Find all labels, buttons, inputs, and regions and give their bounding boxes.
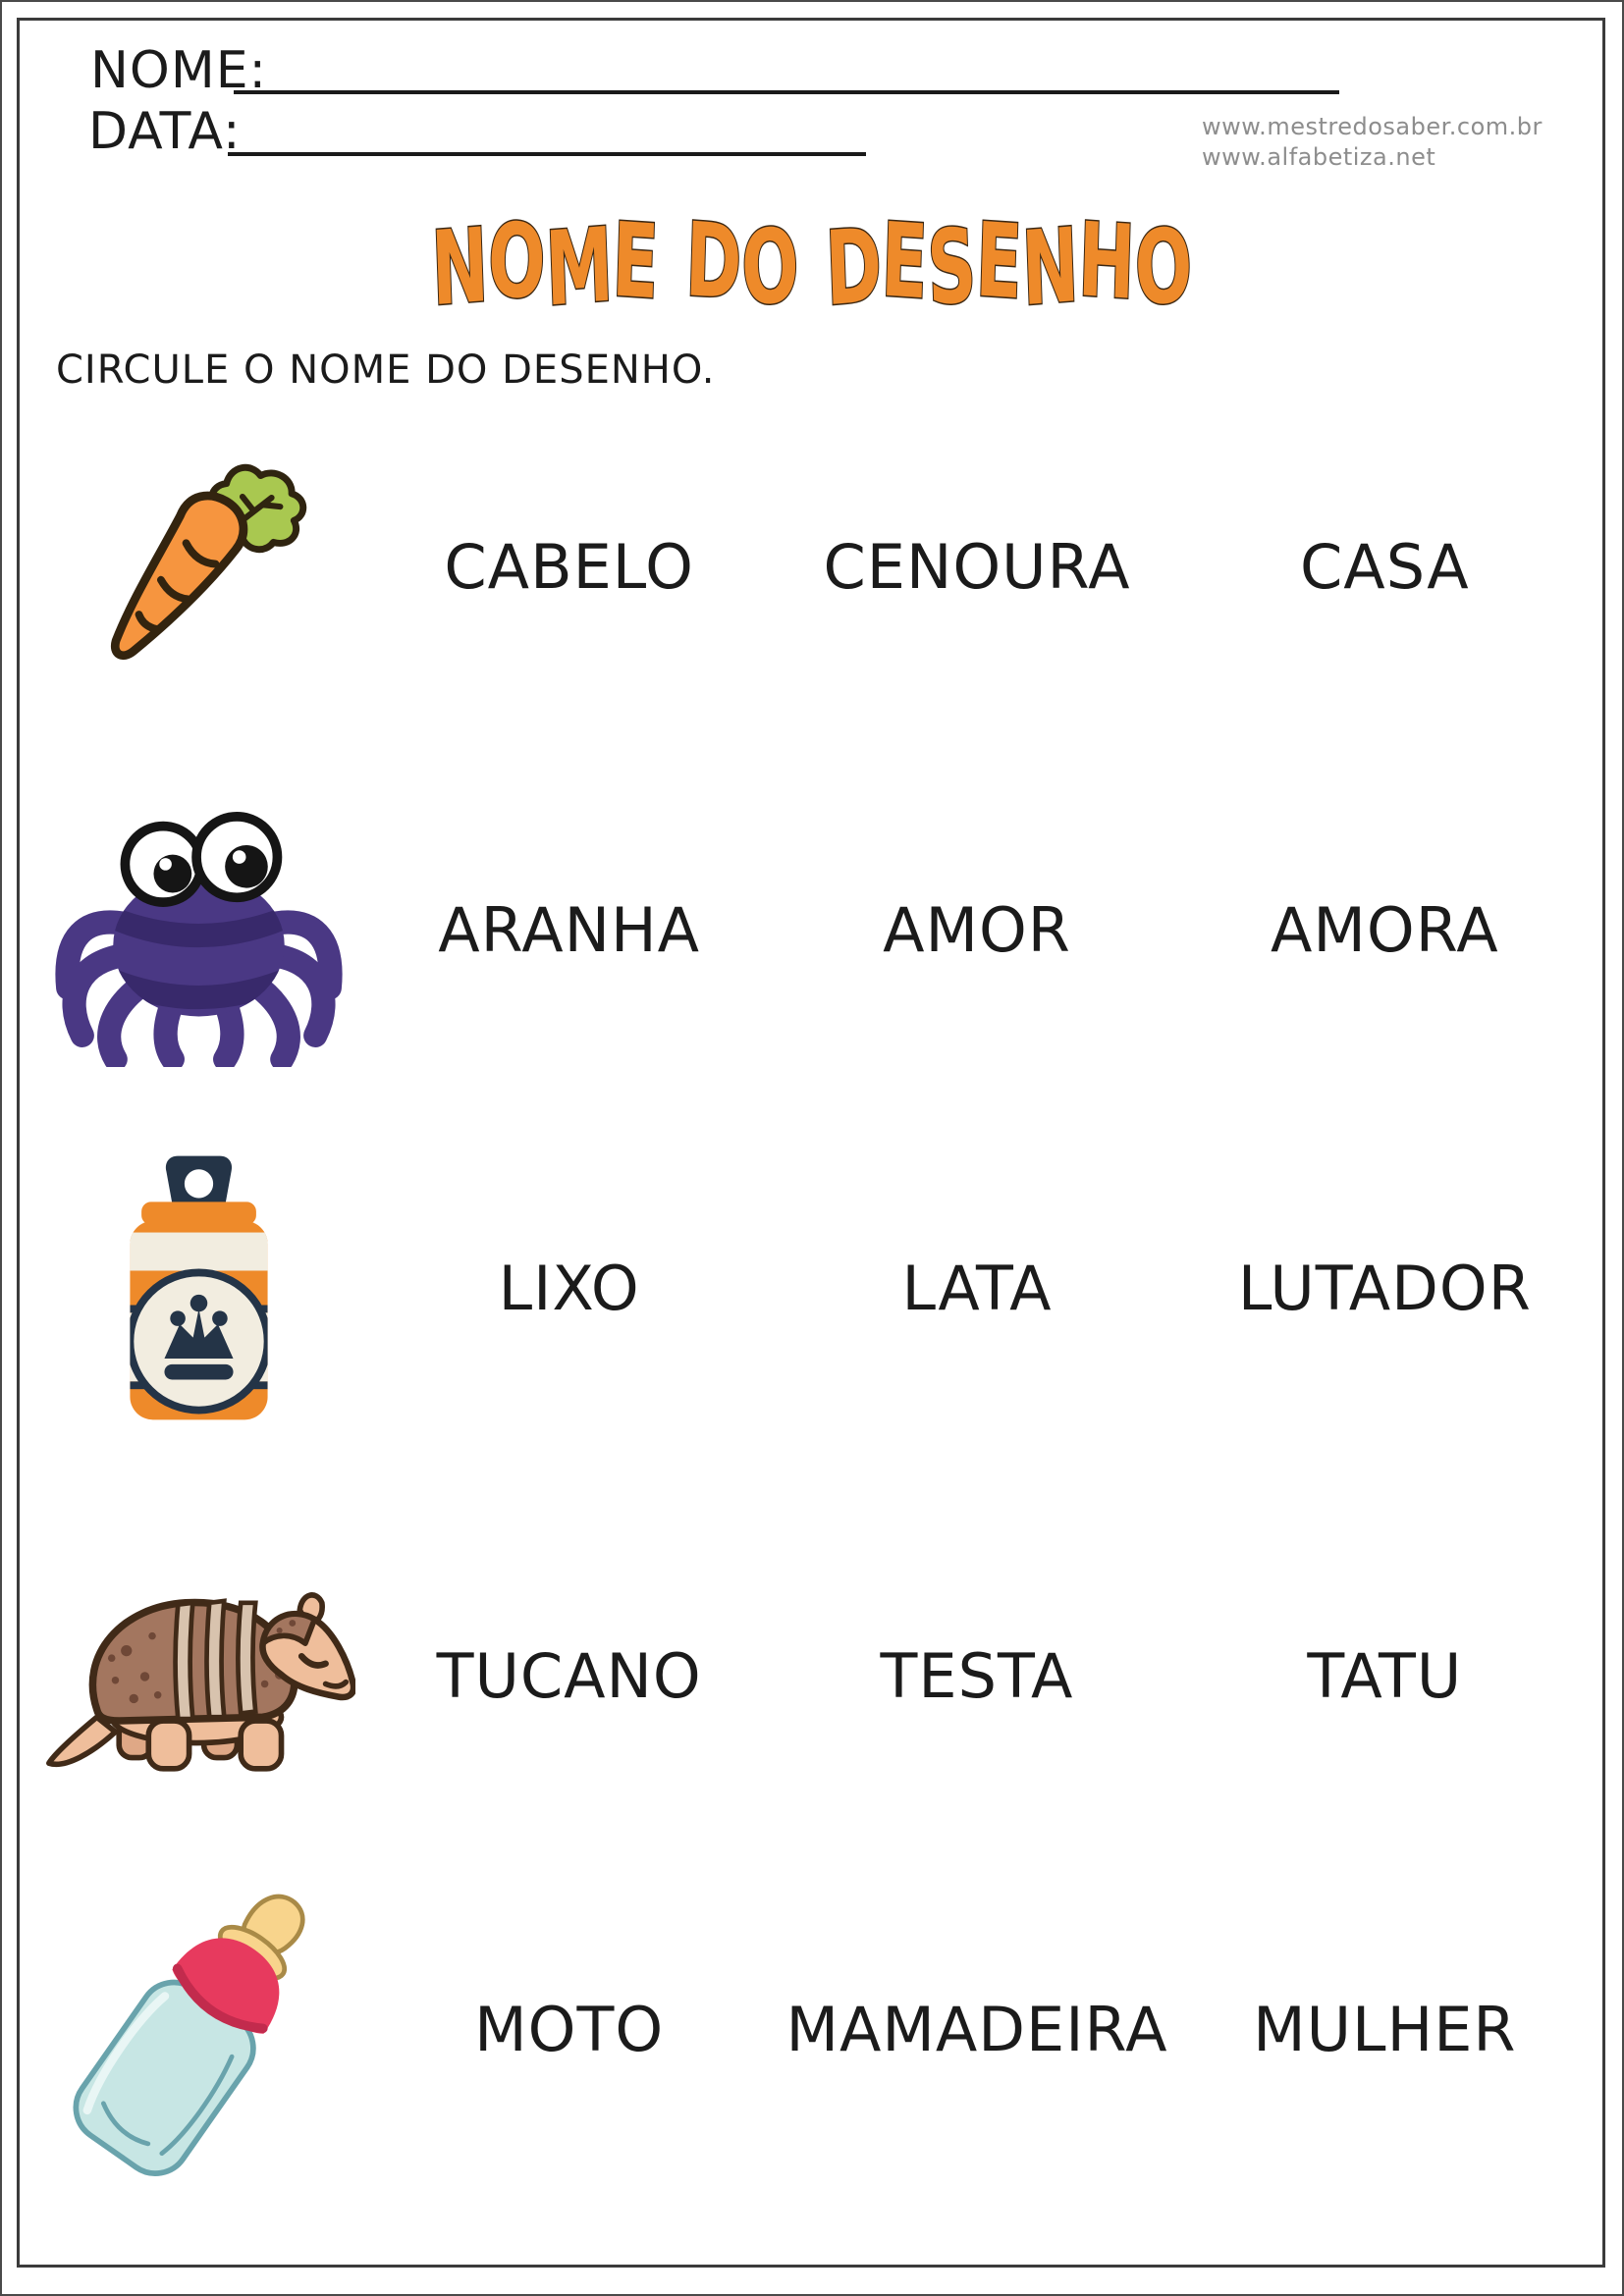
date-field-label: DATA: — [88, 102, 242, 161]
worksheet-title: NOME DO DESENHO — [429, 199, 1195, 330]
site-url-2: www.alfabetiza.net — [1202, 143, 1436, 171]
exercise-row-armadillo — [31, 1538, 1589, 1813]
word-option[interactable]: LATA — [901, 1252, 1053, 1324]
word-option[interactable]: CASA — [1300, 530, 1470, 603]
word-option[interactable]: ARANHA — [438, 893, 701, 966]
date-fill-line[interactable] — [228, 152, 866, 156]
word-option[interactable]: MAMADEIRA — [785, 1993, 1168, 2065]
spider-icon — [44, 792, 353, 1067]
word-option[interactable]: AMORA — [1270, 893, 1499, 966]
word-option[interactable]: CABELO — [444, 530, 694, 603]
word-option[interactable]: CENOURA — [823, 530, 1131, 603]
word-option[interactable]: TUCANO — [436, 1639, 702, 1712]
site-urls — [1202, 112, 1543, 173]
exercise-row-baby-bottle — [31, 1857, 1589, 2201]
options-row — [365, 1253, 1589, 1324]
baby-bottle-icon — [59, 1861, 339, 2197]
exercise-row-carrot — [31, 409, 1589, 723]
options-row — [365, 1640, 1589, 1712]
word-option[interactable]: AMOR — [883, 893, 1071, 966]
exercise-row-can — [31, 1141, 1589, 1435]
carrot-icon — [83, 434, 314, 699]
word-option[interactable]: TESTA — [880, 1639, 1074, 1712]
armadillo-icon — [41, 1570, 355, 1782]
word-option[interactable]: LUTADOR — [1237, 1252, 1532, 1324]
instruction-text: CIRCULE O NOME DO DESENHO. — [56, 347, 716, 393]
word-option[interactable]: MOTO — [474, 1993, 665, 2065]
options-row — [365, 531, 1589, 603]
exercise-row-spider — [31, 782, 1589, 1077]
word-option[interactable]: MULHER — [1253, 1993, 1517, 2065]
options-row — [365, 894, 1589, 966]
soda-can-icon — [103, 1145, 295, 1431]
name-fill-line[interactable] — [234, 90, 1339, 94]
name-field-label: NOME: — [90, 41, 268, 100]
options-row — [365, 1994, 1589, 2065]
word-option[interactable]: TATU — [1307, 1639, 1463, 1712]
word-option[interactable]: LIXO — [498, 1252, 640, 1324]
site-url-1: www.mestredosaber.com.br — [1202, 113, 1543, 140]
